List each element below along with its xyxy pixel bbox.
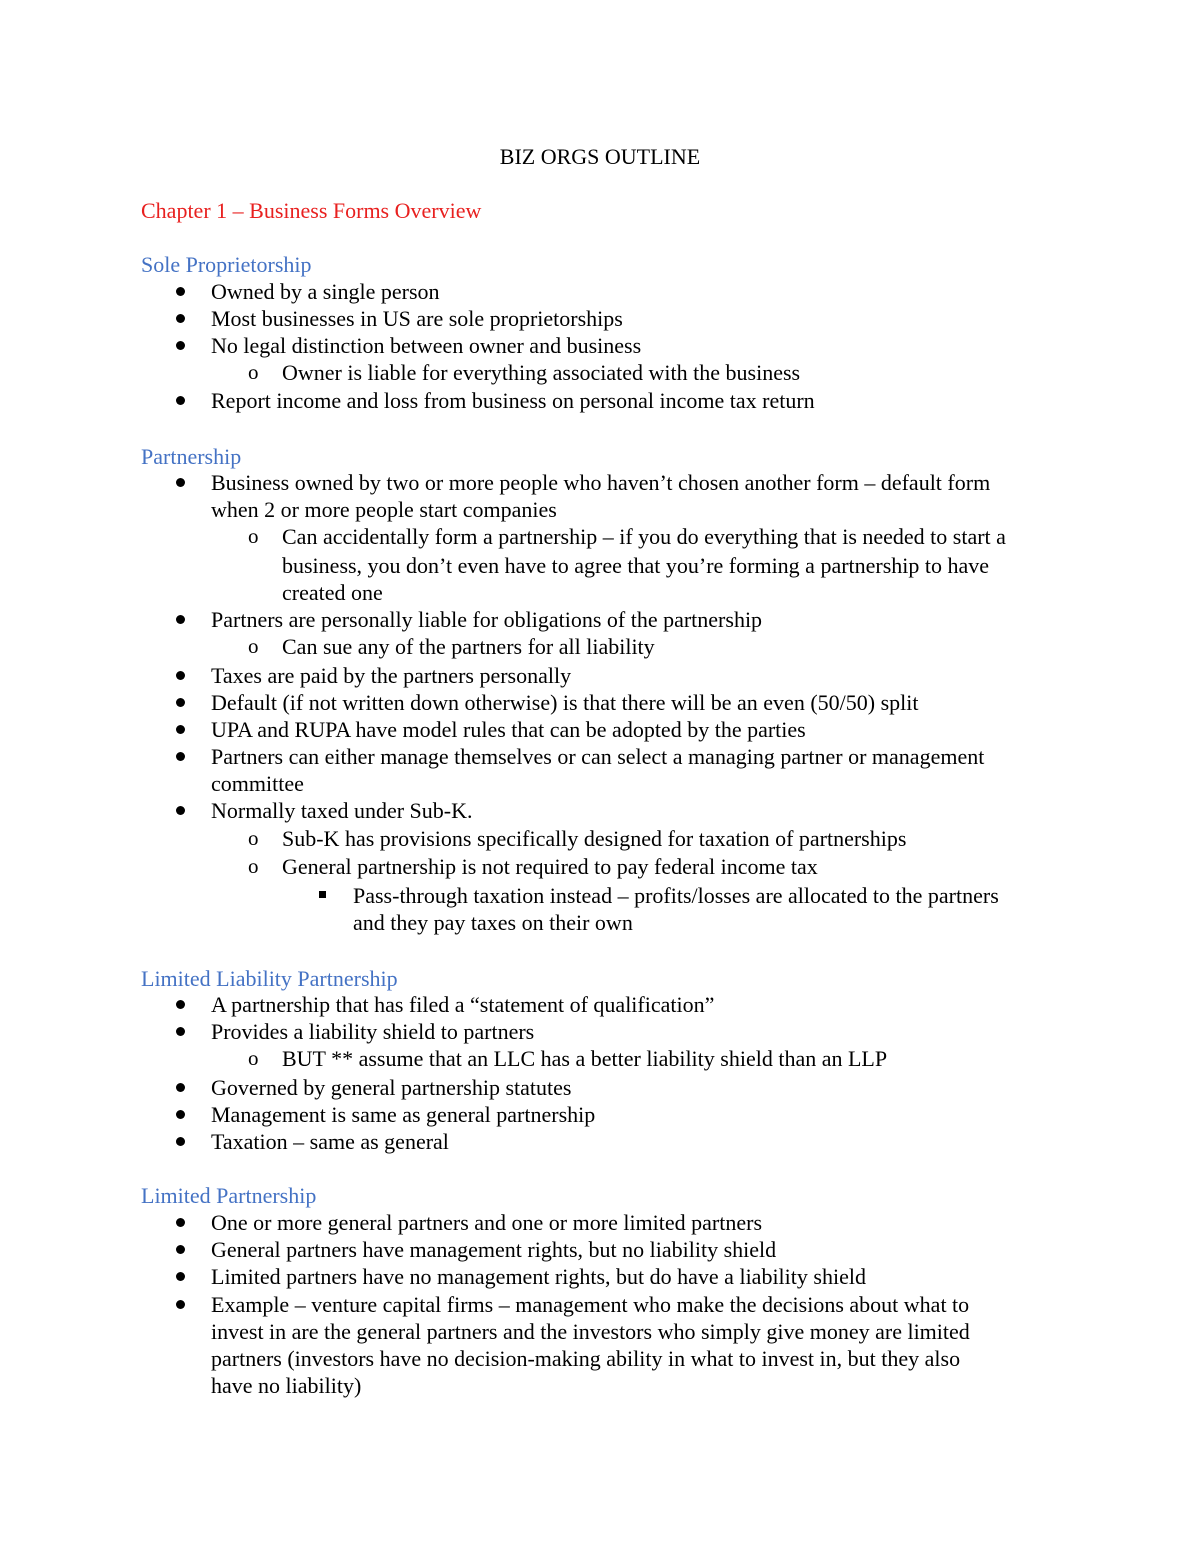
list-item: No legal distinction between owner and business — [211, 333, 642, 358]
bullet-dot — [176, 1027, 185, 1036]
list-item: A partnership that has filed a “statement of qualification” — [211, 992, 715, 1017]
bullet-dot — [176, 752, 185, 761]
bullet-dot — [176, 806, 185, 815]
list-item-continuation: invest in are the general partners and the investors who simply give money are limited — [211, 1319, 970, 1344]
sub-list-item: Sub-K has provisions specifically designed for taxation of partnerships — [282, 826, 907, 851]
bullet-dot — [176, 1218, 185, 1227]
bullet-dot — [176, 341, 185, 350]
bullet-dot — [176, 1137, 185, 1146]
sub-list-item: BUT ** assume that an LLC has a better liability shield than an LLP — [282, 1046, 888, 1071]
list-item: Taxation – same as general — [211, 1129, 449, 1154]
chapter-heading: Chapter 1 – Business Forms Overview — [141, 198, 482, 223]
sub-list-item: General partnership is not required to pay federal income tax — [282, 854, 818, 879]
section-heading-sole-proprietorship: Sole Proprietorship — [141, 252, 312, 277]
section-heading-limited-liability-partnership: Limited Liability Partnership — [141, 966, 398, 991]
bullet-circle: o — [248, 854, 259, 878]
list-item: Default (if not written down otherwise) is that there will be an even (50/50) split — [211, 690, 919, 715]
bullet-dot — [176, 1245, 185, 1254]
bullet-circle: o — [248, 634, 259, 658]
sub-sub-list-item: Pass-through taxation instead – profits/losses are allocated to the partners — [353, 883, 999, 908]
sub-list-item: Owner is liable for everything associated with the business — [282, 360, 801, 385]
sub-list-item: Can accidentally form a partnership – if you do everything that is needed to start a — [282, 524, 1006, 549]
list-item: Report income and loss from business on personal income tax return — [211, 388, 815, 413]
bullet-circle: o — [248, 826, 259, 850]
list-item: One or more general partners and one or more limited partners — [211, 1210, 763, 1235]
list-item-continuation: when 2 or more people start companies — [211, 497, 557, 522]
bullet-dot — [176, 671, 185, 680]
bullet-circle: o — [248, 524, 259, 548]
sub-sub-list-item-continuation: and they pay taxes on their own — [353, 910, 633, 935]
list-item: Limited partners have no management rights, but do have a liability shield — [211, 1264, 866, 1289]
list-item: Normally taxed under Sub-K. — [211, 798, 473, 823]
sub-list-item-continuation: business, you don’t even have to agree that you’re forming a partnership to have — [282, 553, 990, 578]
sub-list-item-continuation: created one — [282, 580, 383, 605]
list-item: Taxes are paid by the partners personally — [211, 663, 572, 688]
bullet-dot — [176, 1300, 185, 1309]
bullet-dot — [176, 615, 185, 624]
list-item: Business owned by two or more people who haven’t chosen another form – default form — [211, 470, 991, 495]
bullet-circle: o — [248, 360, 259, 384]
bullet-dot — [176, 478, 185, 487]
list-item: General partners have management rights, but no liability shield — [211, 1237, 777, 1262]
list-item-continuation: partners (investors have no decision-making ability in what to invest in, but they also — [211, 1346, 961, 1371]
bullet-dot — [176, 698, 185, 707]
bullet-dot — [176, 725, 185, 734]
bullet-dot — [176, 314, 185, 323]
bullet-dot — [176, 1000, 185, 1009]
section-heading-partnership: Partnership — [141, 444, 242, 469]
list-item: Partners are personally liable for obligations of the partnership — [211, 607, 763, 632]
list-item-continuation: have no liability) — [211, 1373, 362, 1398]
bullet-dot — [176, 396, 185, 405]
list-item: Provides a liability shield to partners — [211, 1019, 535, 1044]
bullet-circle: o — [248, 1046, 259, 1070]
list-item-continuation: committee — [211, 771, 304, 796]
sub-list-item: Can sue any of the partners for all liability — [282, 634, 655, 659]
list-item: Governed by general partnership statutes — [211, 1075, 572, 1100]
list-item: Owned by a single person — [211, 279, 440, 304]
bullet-square — [319, 891, 326, 898]
bullet-dot — [176, 1110, 185, 1119]
list-item: UPA and RUPA have model rules that can be adopted by the parties — [211, 717, 806, 742]
section-heading-limited-partnership: Limited Partnership — [141, 1183, 317, 1208]
bullet-dot — [176, 1083, 185, 1092]
list-item: Partners can either manage themselves or can select a managing partner or management — [211, 744, 985, 769]
bullet-dot — [176, 287, 185, 296]
bullet-dot — [176, 1272, 185, 1281]
document-title: BIZ ORGS OUTLINE — [499, 144, 701, 169]
list-item: Example – venture capital firms – management who make the decisions about what to — [211, 1292, 970, 1317]
list-item: Management is same as general partnership — [211, 1102, 596, 1127]
list-item: Most businesses in US are sole proprietorships — [211, 306, 623, 331]
